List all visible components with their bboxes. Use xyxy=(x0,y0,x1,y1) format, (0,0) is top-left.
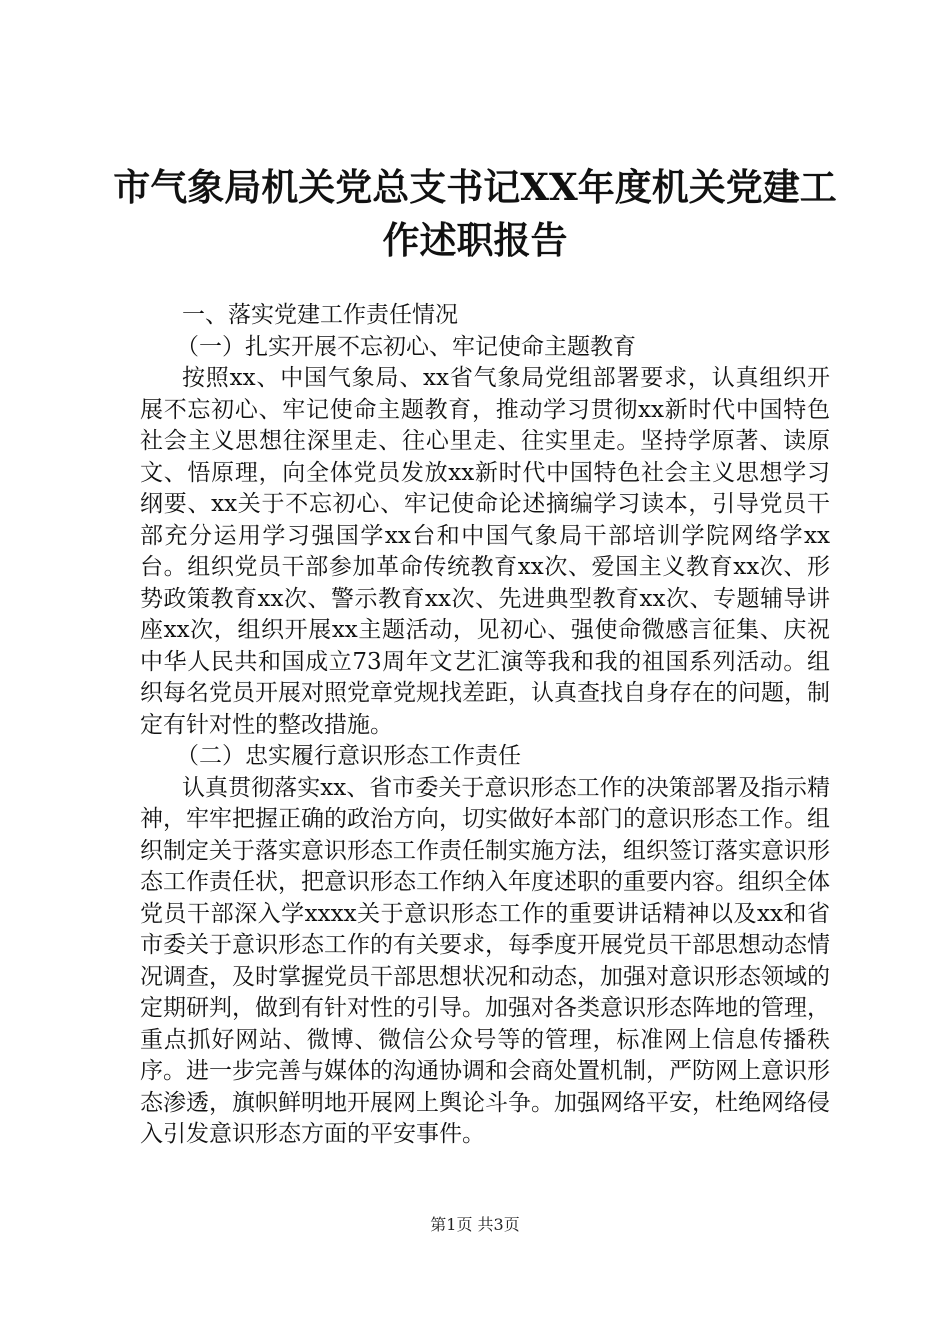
paragraph-1: 按照xx、中国气象局、xx省气象局党组部署要求，认真组织开展不忘初心、牢记使命主题教育，推动学习贯彻xx新时代中国特色社会主义思想往深里走、往心里走、往实里走。坚持学原著、读原文、悟原理，向全体党员发放xx新时代中国特色社会主义思想学习纲要、xx关于不忘初心、牢记使命论述摘编学习读本，引导党员干部充分运用学习强国学xx台和中国气象局干部培训学院网络学xx台。组织党员干部参加革命传统教育xx次、爱国主义教育xx次、形势政策教育xx次、警示教育xx次、先进典型教育xx次、专题辅导讲座xx次，组织开展xx主题活动，见初心、强使命微感言征集、庆祝中华人民共和国成立73周年文艺汇演等我和我的祖国系列活动。组织每名党员开展对照党章党规找差距，认真查找自身存在的问题，制定有针对性的整改措施。 xyxy=(140,365,830,738)
document-body xyxy=(140,300,830,1151)
subsection-heading-2: （二）忠实履行意识形态工作责任 xyxy=(176,743,521,769)
document-title-line-2: 作述职报告 xyxy=(382,218,568,262)
subsection-heading-1: （一）扎实开展不忘初心、牢记使命主题教育 xyxy=(176,333,636,360)
paragraph-2: 认真贯彻落实xx、省市委关于意识形态工作的决策部署及指示精神，牢牢把握正确的政治方向，切实做好本部门的意识形态工作。组织制定关于落实意识形态工作责任制实施方法，组织签订落实意识形态工作责任状，把意识形态工作纳入年度述职的重要内容。组织全体党员干部深入学xxxx关于意识形态工作的重要讲话精神以及xx和省市委关于意识形态工作的有关要求，每季度开展党员干部思想动态情况调查，及时掌握党员干部思想状况和动态，加强对意识形态领域的定期研判，做到有针对性的引导。加强对各类意识形态阵地的管理，重点抓好网站、微博、微信公众号等的管理，标准网上信息传播秩序。进一步完善与媒体的沟通协调和会商处置机制，严防网上意识形态渗透，旗帜鲜明地开展网上舆论斗争。加强网络平安，杜绝网络侵入引发意识形态方面的平安事件。 xyxy=(140,774,830,1147)
section-heading: 一、落实党建工作责任情况 xyxy=(182,302,458,328)
document-title-line-1: 市气象局机关党总支书记XX年度机关党建工 xyxy=(113,165,837,209)
page-number-footer: 第1页 共3页 xyxy=(430,1215,520,1234)
